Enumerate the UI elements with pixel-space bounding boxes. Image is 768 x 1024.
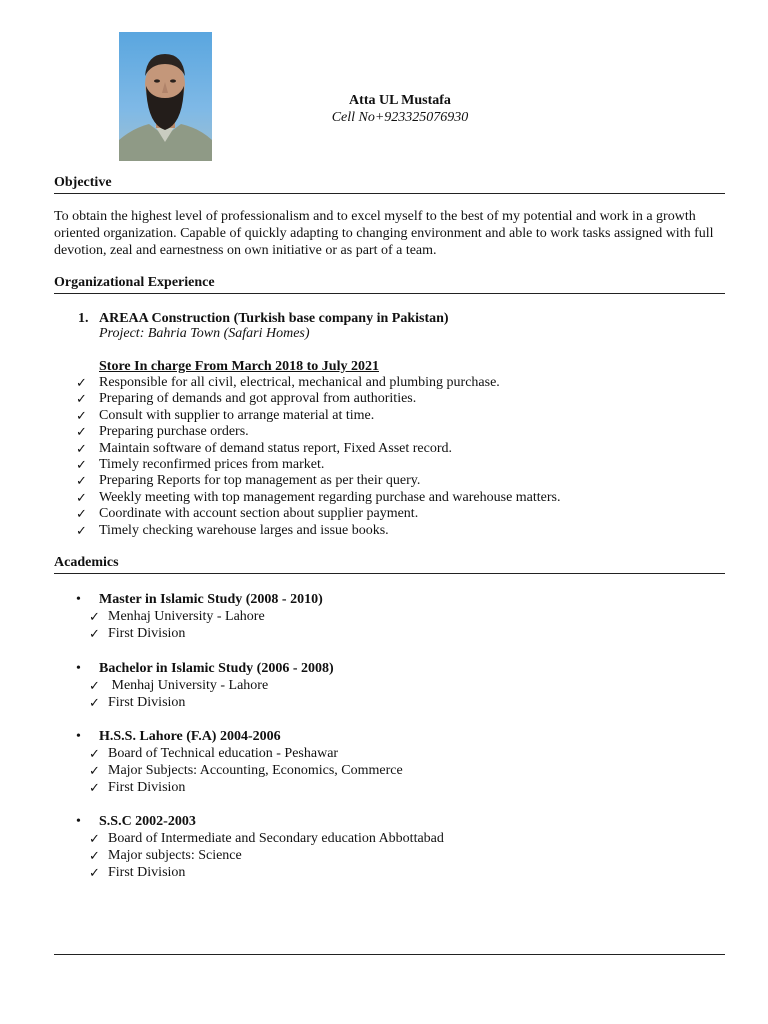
degree-detail: ✓ First Division (89, 626, 186, 641)
list-item: ✓ Preparing Reports for top management as per their query. (76, 473, 421, 489)
company-name: AREAA Construction (Turkish base company in Pakistan) (99, 311, 449, 326)
list-item: ✓ Consult with supplier to arrange material at time. (76, 407, 375, 423)
check-icon: ✓ (76, 489, 87, 505)
candidate-name: Atta UL Mustafa (349, 93, 451, 108)
list-item: ✓ Timely checking warehouse larges and issue books. (76, 522, 389, 538)
degree-detail: ✓ First Division (89, 695, 186, 710)
check-icon: ✓ (89, 626, 100, 641)
company-number: 1. (78, 311, 89, 326)
degree-detail: ✓ Board of Technical education - Peshawar (89, 746, 339, 761)
role-title: Store In charge From March 2018 to July 2021 (99, 359, 379, 374)
list-item: ✓ Responsible for all civil, electrical, mechanical and plumbing purchase. (76, 375, 500, 390)
degree-title: • S.S.C 2002-2003 (76, 814, 196, 829)
degree-detail: ✓ Menhaj University - Lahore (89, 678, 269, 693)
degree-detail: ✓ Menhaj University - Lahore (89, 609, 265, 624)
check-icon: ✓ (89, 695, 100, 710)
list-item: ✓ Coordinate with account section about supplier payment. (76, 506, 419, 522)
list-item: ✓ Preparing of demands and got approval from authorities. (76, 391, 417, 407)
academic-entry (76, 660, 334, 711)
academic-entry (76, 728, 403, 796)
check-icon: ✓ (76, 391, 87, 407)
experience-heading: Organizational Experience (54, 274, 725, 294)
list-item: ✓ Weekly meeting with top management regarding purchase and warehouse matters. (76, 489, 561, 505)
degree-detail: ✓ Major Subjects: Accounting, Economics, Commerce (89, 763, 403, 778)
check-icon: ✓ (89, 746, 100, 761)
degree-title: • Bachelor in Islamic Study (2006 - 2008) (76, 661, 334, 676)
check-icon: ✓ (89, 848, 100, 863)
bullet-icon: • (76, 661, 81, 676)
footer-divider (54, 954, 725, 955)
academic-entry (76, 813, 444, 881)
degree-detail: ✓ First Division (89, 780, 186, 795)
bullet-icon: • (76, 814, 81, 829)
check-icon: ✓ (76, 424, 87, 440)
bullet-icon: • (76, 729, 81, 744)
company-entry (78, 310, 449, 327)
profile-photo (119, 32, 212, 161)
list-item: ✓ Timely reconfirmed prices from market. (76, 457, 325, 473)
check-icon: ✓ (76, 522, 87, 538)
check-icon: ✓ (89, 780, 100, 795)
degree-title: • H.S.S. Lahore (F.A) 2004-2006 (76, 729, 281, 744)
academics-heading: Academics (54, 554, 725, 574)
check-icon: ✓ (76, 457, 87, 473)
degree-title: • Master in Islamic Study (2008 - 2010) (76, 592, 323, 607)
objective-text: To obtain the highest level of professionalism and to excel myself to the best of my potential and work in a growth oriented organization. Capable of quickly adapting to changing environment and able to work tasks assigned with full devotion, zeal and earnestness on own initiative or as part of a team. (54, 209, 714, 258)
check-icon: ✓ (89, 865, 100, 880)
list-item: ✓ Preparing purchase orders. (76, 424, 249, 440)
project-name: Project: Bahria Town (Safari Homes) (99, 326, 310, 341)
bullet-icon: • (76, 592, 81, 607)
degree-detail: ✓ Board of Intermediate and Secondary education Abbottabad (89, 831, 444, 846)
check-icon: ✓ (76, 407, 87, 423)
check-icon: ✓ (89, 763, 100, 778)
check-icon: ✓ (76, 375, 87, 390)
check-icon: ✓ (76, 473, 87, 489)
objective-heading: Objective (54, 174, 725, 194)
check-icon: ✓ (89, 831, 100, 846)
check-icon: ✓ (76, 440, 87, 456)
list-item: ✓ Maintain software of demand status report, Fixed Asset record. (76, 440, 453, 456)
academic-entry (76, 591, 323, 642)
degree-detail: ✓ First Division (89, 865, 186, 880)
check-icon: ✓ (76, 506, 87, 522)
cell-number: Cell No+923325076930 (331, 110, 469, 125)
duties-list (76, 375, 561, 539)
degree-detail: ✓ Major subjects: Science (89, 848, 242, 863)
check-icon: ✓ (89, 678, 100, 693)
check-icon: ✓ (89, 609, 100, 624)
